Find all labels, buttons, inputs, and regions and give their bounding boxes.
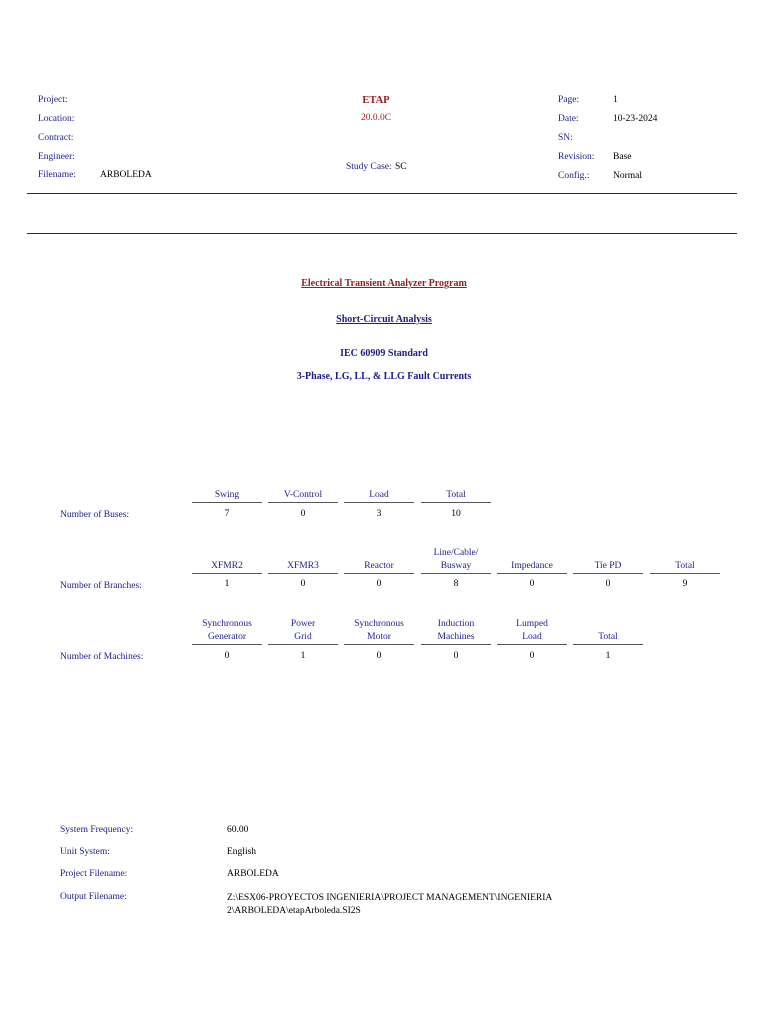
machines-header-total: Total [573,631,643,645]
date-value: 10-23-2024 [613,114,658,124]
branches-value-tie-pd: 0 [605,579,611,589]
date-label: Date: [558,114,579,124]
machines-value-lumped-load: 0 [529,651,535,661]
branches-value-reactor: 0 [376,579,382,589]
page-label: Page: [558,95,580,105]
branches-header-impedance: Impedance [497,560,567,574]
machines-value-synchronous-motor: 0 [376,651,382,661]
location-label: Location: [38,114,75,124]
contract-label: Contract: [38,133,74,143]
buses-value-swing: 7 [224,509,230,519]
project-label: Project: [38,95,68,105]
buses-header-swing: Swing [192,489,262,503]
project-filename-value: ARBOLEDA [227,869,279,879]
machines-header-induction-machines: Induction Machines [421,618,491,645]
filename-label: Filename: [38,170,76,180]
machines-header-synchronous-generator: Synchronous Generator [192,618,262,645]
standard-title: IEC 60909 Standard [340,348,428,359]
buses-header-load: Load [344,489,414,503]
branches-value-total: 9 [682,579,688,589]
config-label: Config.: [558,171,590,181]
system-frequency-label: System Frequency: [60,825,134,835]
machines-header-power-grid: Power Grid [268,618,338,645]
branches-row-label: Number of Branches: [60,581,142,591]
program-title: Electrical Transient Analyzer Program [301,278,467,289]
branches-value-xfmr3: 0 [300,579,306,589]
buses-row-label: Number of Buses: [60,510,130,520]
buses-value-load: 3 [376,509,382,519]
branches-value-impedance: 0 [529,579,535,589]
study-case-value: SC [395,162,407,172]
branches-header-line-cable-busway: Line/Cable/ Busway [421,547,491,574]
branches-header-total: Total [650,560,720,574]
branches-header-reactor: Reactor [344,560,414,574]
output-filename-value: Z:\ESX06-PROYECTOS INGENIERIA\PROJECT MANAGEMENT\INGENIERIA 2\ARBOLEDA\etapArboleda.SI2S [227,893,553,916]
engineer-label: Engineer: [38,152,75,162]
header-divider-bottom [27,233,737,234]
buses-value-v-control: 0 [300,509,306,519]
machines-header-synchronous-motor: Synchronous Motor [344,618,414,645]
branches-value-line-cable-busway: 8 [453,579,459,589]
project-filename-label: Project Filename: [60,869,128,879]
sn-label: SN: [558,133,573,143]
branches-value-xfmr2: 1 [224,579,230,589]
unit-system-label: Unit System: [60,847,110,857]
machines-row-label: Number of Machines: [60,652,144,662]
buses-header-total: Total [421,489,491,503]
config-value: Normal [613,171,643,181]
machines-value-induction-machines: 0 [453,651,459,661]
machines-header-lumped-load: Lumped Load [497,618,567,645]
faults-title: 3-Phase, LG, LL, & LLG Fault Currents [296,371,472,382]
page-value: 1 [613,95,618,105]
header-divider-top [27,193,737,194]
app-version: 20.0.0C [360,113,392,123]
machines-value-power-grid: 1 [300,651,306,661]
machines-value-synchronous-generator: 0 [224,651,230,661]
revision-value: Base [613,152,632,162]
system-frequency-value: 60.00 [227,825,249,835]
branches-header-xfmr3: XFMR3 [268,560,338,574]
revision-label: Revision: [558,152,595,162]
machines-value-total: 1 [605,651,611,661]
filename-value: ARBOLEDA [100,170,152,180]
branches-header-tie-pd: Tie PD [573,560,643,574]
branches-header-xfmr2: XFMR2 [192,560,262,574]
study-case-label: Study Case: [346,162,392,172]
app-name: ETAP [362,95,390,106]
analysis-title: Short-Circuit Analysis [336,314,432,325]
buses-header-v-control: V-Control [268,489,338,503]
buses-value-total: 10 [451,509,461,519]
output-filename-label: Output Filename: [60,892,127,902]
unit-system-value: English [227,847,257,857]
